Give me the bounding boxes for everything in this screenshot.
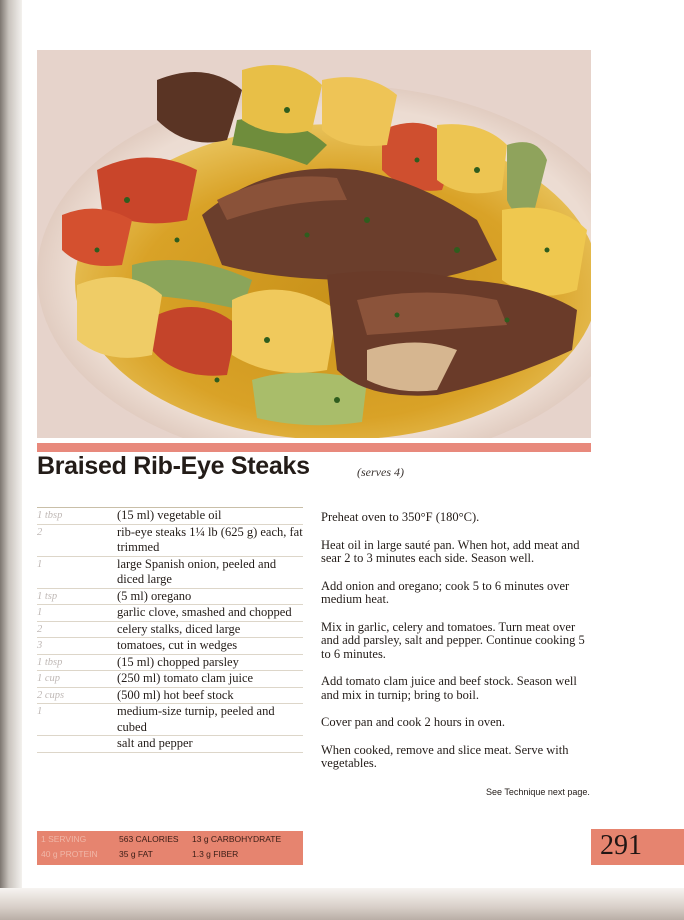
ingredient-row [37,605,303,622]
recipe-photo [37,50,591,438]
recipe-serves: (serves 4) [357,465,404,479]
ingredient-quantity: 1 cup [37,673,61,684]
method-step: When cooked, remove and slice meat. Serve with vegetables. [321,742,569,770]
nutrition-serving-label: 1 SERVING [41,834,87,844]
ingredient-row [37,704,303,736]
ingredient-row [37,736,303,753]
title-rule-band [37,443,591,452]
method-step: Cover pan and cook 2 hours in oven. [321,715,505,729]
ingredient-row [37,622,303,639]
ingredient-list [37,507,303,753]
ingredient-text: celery stalks, diced large [117,621,241,636]
method-step: Heat oil in large sauté pan. When hot, add meat and sear 2 to 3 minutes each side. Season well. [321,537,580,565]
ingredient-text: (250 ml) tomato clam juice [117,671,254,685]
page-number: 291 [600,830,642,861]
nutrition-fat: 35 g FAT [119,849,153,859]
ingredient-text: (5 ml) oregano [117,588,192,603]
ingredient-row [37,638,303,655]
ingredient-row [37,655,303,672]
method-step: Add onion and oregano; cook 5 to 6 minutes over medium heat. [321,578,570,606]
ingredient-text: (15 ml) vegetable oil [117,508,222,522]
nutrition-carbohydrate: 13 g CARBOHYDRATE [192,834,282,844]
ingredient-text: tomatoes, cut in wedges [117,638,238,652]
ingredient-row [37,589,303,606]
nutrition-calories: 563 CALORIES [119,834,179,844]
ingredient-quantity: 2 [37,526,43,538]
nutrition-protein: 40 g PROTEIN [41,849,98,859]
nutrition-box [37,831,303,865]
method-step: Mix in garlic, celery and tomatoes. Turn meat over and add parsley, salt and pepper. Continue cooking 5 to 6 minutes. [321,619,585,661]
ingredient-row [37,557,303,589]
see-next-note: See Technique next page. [486,787,590,797]
ingredient-text: garlic clove, smashed and chopped [117,605,292,619]
ingredient-quantity: 1 [37,706,43,717]
nutrition-fiber: 1.3 g FIBER [192,849,239,859]
ingredient-text: medium-size turnip, peeled and cubed [117,704,275,734]
page-gutter-shadow [0,0,22,920]
ingredient-quantity: 1 [37,607,43,618]
ingredient-row [37,525,303,557]
ingredient-text: rib-eye steaks 1¼ lb (625 g) each, fat trimmed [117,524,303,554]
ingredient-quantity: 1 tbsp [37,656,63,668]
ingredient-row [37,671,303,688]
recipe-title: Braised Rib-Eye Steaks [37,452,310,480]
ingredient-text: salt and pepper [117,736,193,750]
ingredient-quantity [37,736,117,752]
method-steps [321,511,593,785]
ingredient-quantity: 2 [37,623,43,635]
ingredient-text: (15 ml) chopped parsley [117,654,239,669]
ingredient-quantity: 1 tbsp [37,510,63,521]
ingredient-quantity: 1 [37,558,43,570]
ingredient-row [37,688,303,705]
ingredient-quantity: 2 cups [37,689,65,701]
ingredient-row [37,508,303,525]
ingredient-text: large Spanish onion, peeled and diced large [117,556,277,586]
ingredient-quantity: 3 [37,640,43,651]
ingredient-text: (500 ml) hot beef stock [117,687,234,702]
page-bottom-shadow [0,888,684,920]
method-step: Preheat oven to 350°F (180°C). [321,510,480,524]
method-step: Add tomato clam juice and beef stock. Season well and mix in turnip; bring to boil. [321,674,577,702]
ingredient-quantity: 1 tsp [37,590,58,602]
